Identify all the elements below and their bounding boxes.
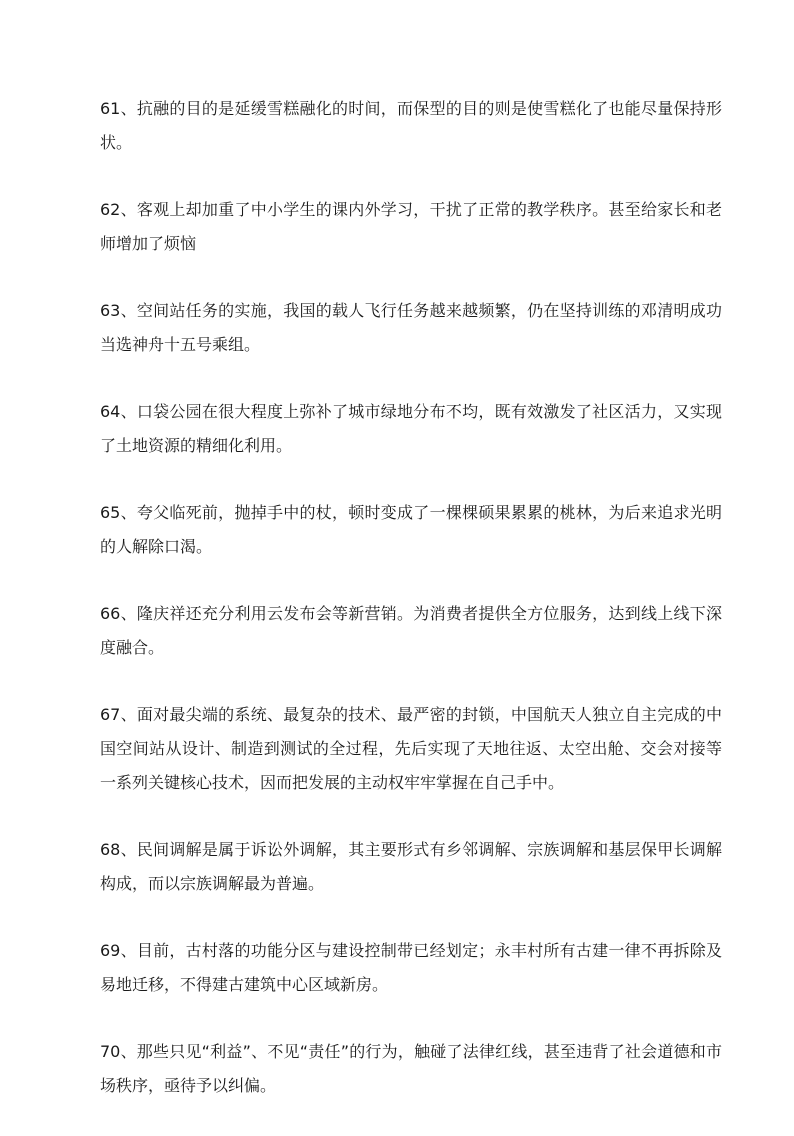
sentence-66: 66、隆庆祥还充分利用云发布会等新营销。为消费者提供全方位服务，达到线上线下深度融合。 xyxy=(100,604,722,657)
sentence-list xyxy=(100,92,722,1136)
list-item xyxy=(100,833,722,901)
sentence-64: 64、口袋公园在很大程度上弥补了城市绿地分布不均，既有效激发了社区活力，又实现了土地资源的精细化利用。 xyxy=(100,402,722,455)
list-item xyxy=(100,1035,722,1103)
list-item xyxy=(100,294,722,362)
sentence-62: 62、客观上却加重了中小学生的课内外学习，干扰了正常的教学秩序。甚至给家长和老师增加了烦恼 xyxy=(100,200,722,253)
sentence-70: 70、那些只见“利益”、不见“责任”的行为，触碰了法律红线，甚至违背了社会道德和市场秩序，亟待予以纠偏。 xyxy=(100,1042,722,1095)
sentence-65: 65、夸父临死前，抛掉手中的杖，顿时变成了一棵棵硕果累累的桃林，为后来追求光明的人解除口渴。 xyxy=(100,503,722,556)
sentence-67: 67、面对最尖端的系统、最复杂的技术、最严密的封锁，中国航天人独立自主完成的中国空间站从设计、制造到测试的全过程，先后实现了天地往返、太空出舱、交会对接等一系列关键核心技术，因而把发展的主动权牢牢掌握在自己手中。 xyxy=(100,705,722,792)
list-item xyxy=(100,395,722,463)
sentence-69: 69、目前，古村落的功能分区与建设控制带已经划定；永丰村所有古建一律不再拆除及易地迁移，不得建古建筑中心区域新房。 xyxy=(100,941,722,994)
list-item xyxy=(100,92,722,160)
list-item xyxy=(100,496,722,564)
sentence-63: 63、空间站任务的实施，我国的载人飞行任务越来越频繁，仍在坚持训练的邓清明成功当选神舟十五号乘组。 xyxy=(100,301,722,354)
sentence-68: 68、民间调解是属于诉讼外调解，其主要形式有乡邻调解、宗族调解和基层保甲长调解构成，而以宗族调解最为普遍。 xyxy=(100,840,722,893)
list-item xyxy=(100,193,722,261)
list-item xyxy=(100,698,722,800)
list-item xyxy=(100,597,722,665)
list-item xyxy=(100,934,722,1002)
sentence-61: 61、抗融的目的是延缓雪糕融化的时间，而保型的目的则是使雪糕化了也能尽量保持形状。 xyxy=(100,99,722,152)
